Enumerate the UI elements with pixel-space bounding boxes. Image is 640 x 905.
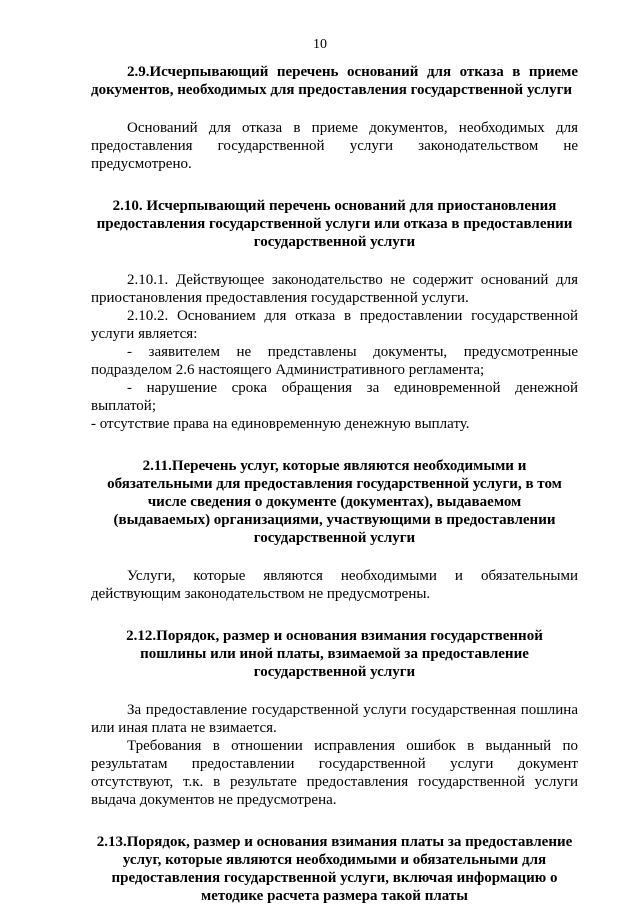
section-2-10-item-2: - нарушение срока обращения за единовременной денежной выплатой; [91, 380, 578, 414]
section-2-11-heading: 2.11.Перечень услуг, которые являются необходимыми и обязательными для предоставления государственной услуги, в том числе сведения о документе (документах), выдаваемом (выдаваемых) организациями, участвующими в предоставлении государственной услуги [107, 458, 562, 546]
section-2-12-paragraph-1: За предоставление государственной услуги государственная пошлина или иная плата не взимается. [91, 702, 578, 736]
section-2-9-paragraph: Оснований для отказа в приеме документов, необходимых для предоставления государственной услуги законодательством не предусмотрено. [91, 120, 578, 172]
page-number: 10 [313, 37, 327, 52]
document-body [91, 63, 578, 905]
section-2-10-heading: 2.10. Исчерпывающий перечень оснований для приостановления предоставления государственной услуги или отказа в предоставлении государственной услуги [96, 198, 573, 250]
section-2-10-paragraph-2: 2.10.2. Основанием для отказа в предоставлении государственной услуги является: [91, 308, 578, 342]
section-2-11-paragraph: Услуги, которые являются необходимыми и обязательными действующим законодательством не предусмотрены. [91, 568, 578, 602]
section-2-10-paragraph-1: 2.10.1. Действующее законодательство не содержит оснований для приостановления предоставления государственной услуги. [91, 272, 578, 306]
section-2-10-item-3: - отсутствие права на единовременную денежную выплату. [91, 416, 470, 432]
section-2-13-heading: 2.13.Порядок, размер и основания взимания платы за предоставление услуг, которые являются необходимыми и обязательными для предоставления государственной услуги, включая информацию о методике расчета размера такой платы [96, 834, 573, 904]
section-2-10-item-1: - заявителем не представлены документы, предусмотренные подразделом 2.6 настоящего Административного регламента; [91, 344, 578, 378]
section-2-12-heading: 2.12.Порядок, размер и основания взимания государственной пошлины или иной платы, взимаемой за предоставление государственной услуги [126, 628, 543, 680]
section-2-9-heading: 2.9.Исчерпывающий перечень оснований для отказа в приеме документов, необходимых для предоставления государственной услуги [91, 64, 578, 98]
section-2-12-paragraph-2: Требования в отношении исправления ошибок в выданный по результатам предоставлении государственной услуги документ отсутствуют, т.к. в результате предоставления государственной услуги выдача документов не предусмотрена. [91, 738, 578, 808]
